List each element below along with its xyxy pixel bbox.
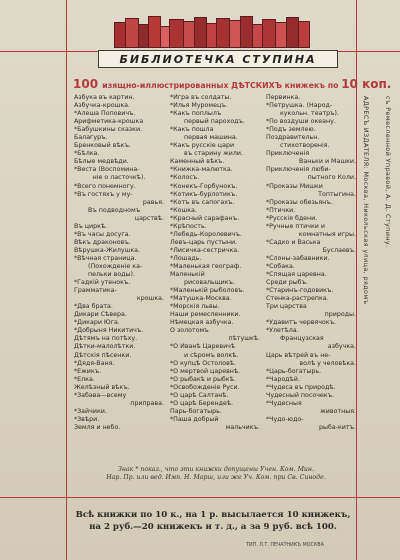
book-title: Приключенія <box>266 150 310 158</box>
publisher-address <box>362 96 392 476</box>
book-title: Стенка-растрепка. <box>266 295 329 303</box>
banner-title: БИБЛИОТЕЧКА СТУПИНА <box>98 50 338 68</box>
book-title: *Котъ въ сапогахъ. <box>170 198 235 206</box>
book-title: *Какъ русскіе цари <box>170 142 235 150</box>
book-title: *Птички. <box>266 206 296 214</box>
book-title: *Собака. <box>266 262 295 270</box>
book-title: Азбучка-крошка. <box>74 102 130 110</box>
footnote <box>78 466 354 482</box>
book-title: стихотворенія. <box>280 142 330 150</box>
book-title: *По воздуши океану. <box>266 118 336 126</box>
book-list-column-3 <box>266 94 356 466</box>
book-title: Въ подводномъ <box>88 206 141 214</box>
book-title: *Елка. <box>74 375 95 383</box>
book-title: *Зайчики. <box>74 407 107 415</box>
book-title: Земля и небо. <box>74 423 121 431</box>
headline-price: 10 коп. <box>341 77 392 91</box>
book-title: *Улетѣла. <box>266 327 299 335</box>
book-title: *Бабушкины сказки. <box>74 126 143 134</box>
book-title: *О царѣ Берендеѣ. <box>170 399 234 407</box>
book-title: *Спящая царевна. <box>266 271 327 279</box>
book-title: Среди рыбъ. <box>266 279 309 287</box>
book-title: *Вѣчная страница. <box>74 254 137 262</box>
book-title: Чудесный посочекъ. <box>266 391 335 399</box>
book-title: приправа. <box>130 399 164 407</box>
book-title: пѣтушкѣ. <box>228 335 260 343</box>
book-title: Вѣрушка-Жилушка. <box>74 246 141 254</box>
headline-prefix: 100 <box>73 77 103 91</box>
book-title: комнатныя игры. <box>298 230 356 238</box>
book-list-column-2 <box>170 94 260 466</box>
book-title: *Гадкій утенокъ. <box>74 279 131 287</box>
book-title: Царь вѣтрей въ не- <box>266 351 331 359</box>
book-title: Желѣзный вѣкъ. <box>74 383 130 391</box>
book-title: Первинка. <box>266 94 301 101</box>
book-title: *Красный сарафанъ. <box>170 214 240 222</box>
book-title: *Лисичка-сестричка. <box>170 246 240 254</box>
headline-middle: изящно-иллюстрированных ДѢТСКИХЪ книжекъ по <box>102 81 342 90</box>
book-title: *О Иванѣ Царевичѣ <box>170 343 236 351</box>
book-title: *Колосъ. <box>170 174 200 182</box>
book-title: царствѣ. <box>134 214 164 222</box>
book-title: О золотомъ <box>170 327 209 335</box>
footnote-line-2: Нар. Пр. или вед. Имп. Н. Марш, или же Уч. Ком. при Св. Синоде. <box>106 474 326 481</box>
book-title: въ старину жили. <box>184 150 243 158</box>
book-title: *Алеша Поповичъ. <box>74 110 136 118</box>
book-title: *Удавитъ червячокъ. <box>266 319 337 327</box>
book-title: Буслаевъ. <box>322 246 356 254</box>
book-title: Дикари Сѣвера. <box>74 311 127 319</box>
book-title: Вѣкъ драконовъ. <box>74 238 131 246</box>
frame-line-bottom <box>0 497 400 498</box>
book-title: *Старинъ-годовикъ. <box>266 287 334 295</box>
book-title: *Царь-богатырь. <box>266 367 322 375</box>
book-title: *Садко и Васька <box>266 238 321 246</box>
footnote-line-1: Знак * показ., что эти книжки допущены Учен. Ком. Мин. <box>118 466 314 473</box>
book-title: *О мертвой царевнѣ. <box>170 367 241 375</box>
book-title: *Проказы Мишки <box>266 182 323 190</box>
book-title: *Котикъ-бурлотикъ. <box>170 190 238 198</box>
headline <box>73 77 392 91</box>
book-list <box>74 94 356 466</box>
book-title: (Похожденіе ка- <box>88 262 143 270</box>
book-title: Приключенія люби- <box>266 166 331 174</box>
book-title: *Петрушка. (Народ- <box>266 102 333 110</box>
book-title: *Чудеса въ природѣ. <box>266 383 336 391</box>
book-title: Французская <box>280 335 324 343</box>
book-title: первая машина. <box>184 134 238 142</box>
book-title: *Добрыня Никитичъ. <box>74 327 144 335</box>
book-title: *Освобожденіе Руси. <box>170 383 240 391</box>
book-title: *Забава—всему <box>74 391 127 399</box>
book-title: *Ручные птички и <box>266 222 325 230</box>
book-title: *Слоны-забавники. <box>266 254 330 262</box>
book-title: Наши ремесленники. <box>170 311 241 319</box>
book-title: Дѣтскія пѣсенки. <box>74 351 132 359</box>
book-title: *Всего понемногу. <box>74 182 136 190</box>
book-title: Маленькій <box>170 271 205 279</box>
book-title: Поздравительн. <box>266 134 320 142</box>
book-title: животныя. <box>320 407 356 415</box>
book-title: Балагуръ. <box>74 134 108 142</box>
book-title: Каменный вѣкъ. <box>170 158 225 166</box>
book-title: Дѣтямъ на потѣху. <box>74 335 138 343</box>
book-title: рыба-китъ. <box>319 423 356 431</box>
book-title: Азбука въ картин. <box>74 94 135 101</box>
book-title: *Чудо-юдо- <box>266 415 304 423</box>
book-title: Нѣмецкая азбучка. <box>170 319 234 327</box>
book-title: *Какъ поплылъ <box>170 110 222 118</box>
book-title: *Лошадь. <box>170 254 202 262</box>
book-title: *Въ часы досуга. <box>74 230 131 238</box>
book-title: *Въ гостяхъ у му- <box>74 190 133 198</box>
book-title: волѣ у человѣка. <box>299 359 356 367</box>
book-title: *О царѣ Салтанѣ. <box>170 391 229 399</box>
book-title: *Звѣри. <box>74 415 100 423</box>
book-title: природы. <box>324 311 356 319</box>
book-title: *Паша добрый <box>170 415 219 423</box>
book-title: *Маленькій рыболовъ. <box>170 287 245 295</box>
book-title: кукольн. театръ). <box>280 110 340 118</box>
book-list-column-1 <box>74 94 164 466</box>
book-title: Левъ-царь пустыни. <box>170 238 238 246</box>
price-notice <box>70 509 356 533</box>
book-title: *Ежикъ. <box>74 367 102 375</box>
book-title: Бренковый вѣкъ. <box>74 142 131 150</box>
price-line-1: Всѣ книжки по 10 к., на 1 р. высылается 10 книжекъ, <box>75 510 351 520</box>
book-title: Дѣтки-малолѣтки. <box>74 343 136 351</box>
publisher-address-line-1: АДРЕСЪ ИЗДАТЕЛЯ: Москва, Никольская улица, рядомъ <box>362 96 370 305</box>
book-title: и сѣромъ волкѣ. <box>184 351 239 359</box>
book-title: равья. <box>142 198 164 206</box>
book-title: *Матушка-Москва. <box>170 295 232 303</box>
book-title: Три царства <box>266 303 307 311</box>
book-title: *Проказы обезьянъ. <box>266 198 333 206</box>
frame-line-left <box>66 0 67 560</box>
book-title: *Илья Муромецъ. <box>170 102 228 110</box>
book-title: *Бѣлка. <box>74 150 100 158</box>
book-title: *Два брата. <box>74 303 113 311</box>
book-title: Грамматика- <box>74 287 117 295</box>
book-title: Ваньки и Машки. <box>299 158 356 166</box>
book-title: *Чудесныя <box>266 399 302 407</box>
book-title: пельки воды). <box>88 271 135 279</box>
book-title: *Кошка. <box>170 206 197 214</box>
book-title: Парь-богатырь. <box>170 407 222 415</box>
book-title: Въ циркѣ. <box>74 222 108 230</box>
book-title: *Морскія львы. <box>170 303 220 311</box>
book-title: *Книжка-малютка. <box>170 166 233 174</box>
publisher-address-line-2: съ Ремесленной Управой, А. Д. Ступину. <box>384 96 392 248</box>
book-title: *Русскія бдени. <box>266 214 318 222</box>
book-title: Арифметика-крошка <box>74 118 144 126</box>
book-title: азбучка. <box>327 343 356 351</box>
price-line-2: на 2 руб.—20 книжекъ и т. д., а за 9 руб. всѣ 100. <box>89 522 337 532</box>
book-title: *Веста (Воспомина- <box>74 166 140 174</box>
book-title: *О купцѣ Остоловѣ. <box>170 359 237 367</box>
book-title: пытного Коли. <box>307 174 356 182</box>
book-title: *Лебедь-Королевичъ. <box>170 230 242 238</box>
book-title: *Маленькая географ. <box>170 262 242 270</box>
book-title: мальчикъ. <box>225 423 260 431</box>
book-title: *Игра въ солдаты. <box>170 94 232 101</box>
book-title: Топтыгина. <box>318 190 356 198</box>
book-title: *Конекъ-Горбунокъ. <box>170 182 238 190</box>
book-title: первый пароходъ. <box>184 118 245 126</box>
book-title: *Чародѣй. <box>266 375 300 383</box>
book-title: *О рыбакѣ и рыбкѣ. <box>170 375 236 383</box>
book-title: крошка. <box>136 295 164 303</box>
book-title: рисовальщикъ. <box>184 279 235 287</box>
book-title: *Подъ землею. <box>266 126 316 134</box>
book-title: *Крѣпость. <box>170 222 207 230</box>
book-title: Бѣлые медвѣди. <box>74 158 129 166</box>
book-title: *Дядя-Ваня. <box>74 359 115 367</box>
book-title: *Дикари Юга. <box>74 319 120 327</box>
book-title: *Какъ пошла <box>170 126 214 134</box>
book-title: ніе о ласточкѣ). <box>92 174 146 182</box>
printer-imprint: ТИП. Л.Т. ПЕЧАТНИКЪ МОСКВА <box>246 543 324 548</box>
